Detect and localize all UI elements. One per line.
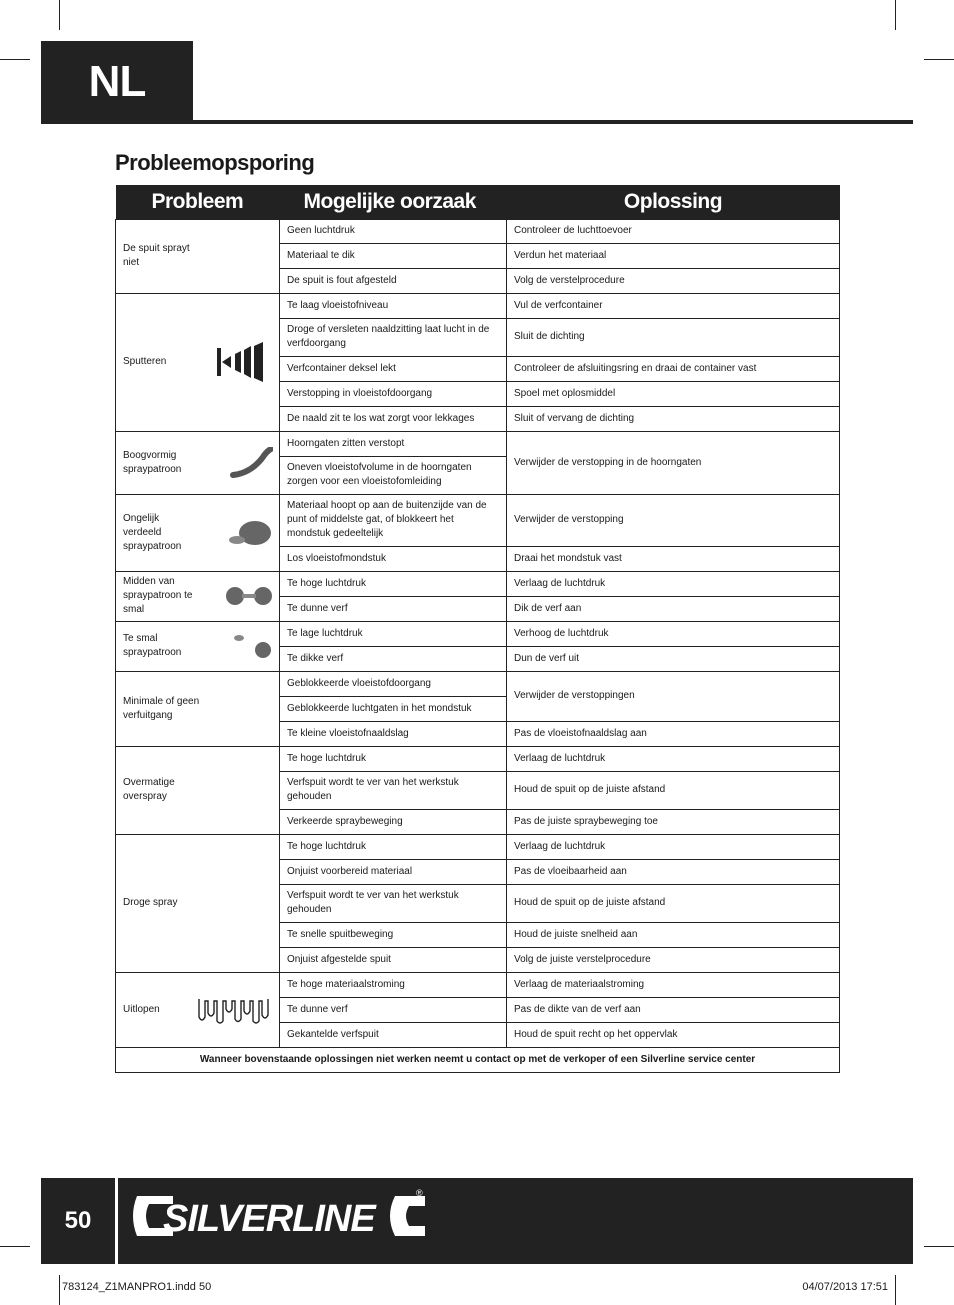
problem-cell: [116, 972, 280, 1047]
cause-cell: Te hoge materiaalstroming: [280, 972, 507, 997]
table-row: [116, 834, 840, 859]
problem-line: Uitlopen: [123, 1003, 160, 1015]
table-row: [116, 219, 840, 243]
solution-cell: Verhoog de luchtdruk: [507, 621, 840, 646]
problem-line: spraypatroon te smal: [123, 590, 193, 615]
solution-cell: Verlaag de luchtdruk: [507, 746, 840, 771]
cause-cell: Verfcontainer deksel lekt: [280, 356, 507, 381]
cause-cell: Te laag vloeistofniveau: [280, 293, 507, 318]
problem-line: Te smal: [123, 633, 158, 644]
cause-cell: Te dunne verf: [280, 997, 507, 1022]
solution-cell: Sluit of vervang de dichting: [507, 406, 840, 431]
problem-cell: [116, 621, 280, 671]
problem-line: Overmatige overspray: [123, 777, 175, 802]
crop-mark: [0, 59, 30, 60]
crop-mark: [59, 1275, 60, 1305]
crop-mark: [0, 1246, 30, 1247]
cause-cell: Te kleine vloeistofnaaldslag: [280, 721, 507, 746]
problem-line: Minimale of geen verfuitgang: [123, 695, 200, 721]
problem-line: spraypatroon: [123, 463, 182, 475]
cause-cell: Onjuist voorbereid materiaal: [280, 859, 507, 884]
solution-cell: Verwijder de verstopping in de hoorngaten: [507, 431, 840, 494]
crop-mark: [59, 0, 60, 30]
cause-cell: Hoorngaten zitten verstopt: [280, 431, 507, 456]
solution-cell: Volg de juiste verstelprocedure: [507, 947, 840, 972]
cause-cell: Geen luchtdruk: [280, 219, 507, 243]
column-header-cause: Mogelijke oorzaak: [280, 185, 507, 219]
footer-divider: [115, 1178, 118, 1264]
problem-cell: [116, 571, 280, 621]
narrow-center-spray-icon: [225, 584, 273, 608]
table-body: [116, 219, 840, 1072]
cause-cell: Te hoge luchtdruk: [280, 571, 507, 596]
solution-cell: Controleer de luchttoevoer: [507, 219, 840, 243]
runs-drips-icon: [197, 995, 273, 1025]
problem-text: [123, 695, 272, 723]
cause-cell: De spuit is fout afgesteld: [280, 268, 507, 293]
problem-cell: [116, 431, 280, 494]
problem-line: Droge spray: [123, 897, 178, 908]
cause-cell: Te hoge luchtdruk: [280, 746, 507, 771]
solution-cell: Sluit de dichting: [507, 318, 840, 356]
solution-cell: Verwijder de verstoppingen: [507, 671, 840, 721]
cause-cell: Materiaal te dik: [280, 243, 507, 268]
print-slug-file: 783124_Z1MANPRO1.indd 50: [62, 1281, 212, 1293]
cause-cell: Te lage luchtdruk: [280, 621, 507, 646]
problem-text: [123, 242, 272, 270]
cause-cell: Gekantelde verfspuit: [280, 1022, 507, 1047]
crop-mark: [895, 0, 896, 30]
narrow-spray-icon: [229, 632, 273, 660]
crop-mark: [895, 1275, 896, 1305]
cause-cell: Geblokkeerde luchtgaten in het mondstuk: [280, 696, 507, 721]
table-row: [116, 746, 840, 771]
problem-line: De spuit sprayt niet: [123, 243, 190, 268]
crop-mark: [924, 1246, 954, 1247]
table-row: [116, 621, 840, 646]
solution-cell: Volg de verstelprocedure: [507, 268, 840, 293]
solution-cell: Verlaag de luchtdruk: [507, 834, 840, 859]
spanner-right-icon: [390, 1196, 425, 1236]
table-row: [116, 293, 840, 318]
problem-text: [123, 896, 272, 910]
solution-cell: Houd de spuit op de juiste afstand: [507, 884, 840, 922]
problem-line: spraypatroon: [123, 647, 182, 658]
table-row: [116, 494, 840, 546]
solution-cell: Verdun het materiaal: [507, 243, 840, 268]
cause-cell: Onjuist afgestelde spuit: [280, 947, 507, 972]
problem-line: verdeeld spraypatroon: [123, 526, 182, 552]
problem-cell: [116, 671, 280, 746]
solution-cell: Draai het mondstuk vast: [507, 546, 840, 571]
cause-cell: De naald zit te los wat zorgt voor lekkages: [280, 406, 507, 431]
solution-cell: Houd de spuit recht op het oppervlak: [507, 1022, 840, 1047]
problem-cell: [116, 219, 280, 293]
cause-cell: Verstopping in vloeistofdoorgang: [280, 381, 507, 406]
sputter-pattern-icon: [215, 342, 273, 382]
problem-cell: [116, 834, 280, 972]
solution-cell: Pas de juiste spraybeweging toe: [507, 809, 840, 834]
table-row: [116, 671, 840, 696]
footnote-row: [116, 1047, 840, 1072]
problem-text: [123, 776, 272, 804]
header-rule: [41, 120, 913, 124]
brand-wordmark: SILVERLINE: [163, 1198, 375, 1240]
solution-cell: Spoel met oplosmiddel: [507, 381, 840, 406]
solution-cell: Houd de spuit op de juiste afstand: [507, 771, 840, 809]
problem-cell: [116, 746, 280, 834]
solution-cell: Pas de dikte van de verf aan: [507, 997, 840, 1022]
footnote-text: Wanneer bovenstaande oplossingen niet werken neemt u contact op met de verkoper of een Silverline service center: [116, 1047, 840, 1072]
cause-cell: Oneven vloeistofvolume in de hoorngaten zorgen voor een vloeistofomleiding: [280, 456, 507, 494]
cause-cell: Los vloeistofmondstuk: [280, 546, 507, 571]
table-row: [116, 972, 840, 997]
problem-line: Boogvormig: [123, 449, 177, 461]
cause-cell: Materiaal hoopt op aan de buitenzijde van de punt of middelste gat, of blokkeert het mondstuk gedeeltelijk: [280, 494, 507, 546]
uneven-spray-icon: [227, 518, 273, 548]
cause-cell: Verkeerde spraybeweging: [280, 809, 507, 834]
solution-cell: Pas de vloeistofnaaldslag aan: [507, 721, 840, 746]
table-header: [116, 185, 840, 219]
problem-cell: [116, 494, 280, 571]
curved-spray-icon: [229, 447, 273, 479]
cause-cell: Geblokkeerde vloeistofdoorgang: [280, 671, 507, 696]
page-title: Probleemopsporing: [115, 150, 315, 175]
solution-cell: Pas de vloeibaarheid aan: [507, 859, 840, 884]
print-slug-date: 04/07/2013 17:51: [802, 1281, 888, 1293]
column-header-problem: Probleem: [116, 185, 280, 219]
cause-cell: Te dunne verf: [280, 596, 507, 621]
crop-mark: [924, 59, 954, 60]
problem-line: Ongelijk: [123, 512, 160, 524]
registered-mark: ®: [416, 1188, 423, 1198]
cause-cell: Verfspuit wordt te ver van het werkstuk gehouden: [280, 884, 507, 922]
solution-cell: Verwijder de verstopping: [507, 494, 840, 546]
problem-cell: [116, 293, 280, 431]
solution-cell: Houd de juiste snelheid aan: [507, 922, 840, 947]
solution-cell: Dun de verf uit: [507, 646, 840, 671]
language-code: NL: [88, 56, 146, 106]
language-tab: [41, 41, 193, 122]
solution-cell: Verlaag de luchtdruk: [507, 571, 840, 596]
page-number: 50: [64, 1207, 92, 1234]
column-header-solution: Oplossing: [507, 185, 840, 219]
solution-cell: Controleer de afsluitingsring en draai de container vast: [507, 356, 840, 381]
problem-line: Midden van: [123, 576, 175, 587]
solution-cell: Vul de verfcontainer: [507, 293, 840, 318]
solution-cell: Verlaag de materiaalstroming: [507, 972, 840, 997]
troubleshooting-table: [115, 185, 840, 1073]
cause-cell: Droge of versleten naaldzitting laat lucht in de verfdoorgang: [280, 318, 507, 356]
solution-cell: Dik de verf aan: [507, 596, 840, 621]
cause-cell: Te snelle spuitbeweging: [280, 922, 507, 947]
cause-cell: Te dikke verf: [280, 646, 507, 671]
table-row: [116, 431, 840, 456]
silverline-logo: [133, 1186, 433, 1246]
table-row: [116, 571, 840, 596]
cause-cell: Verfspuit wordt te ver van het werkstuk gehouden: [280, 771, 507, 809]
problem-line: Sputteren: [123, 356, 167, 367]
cause-cell: Te hoge luchtdruk: [280, 834, 507, 859]
